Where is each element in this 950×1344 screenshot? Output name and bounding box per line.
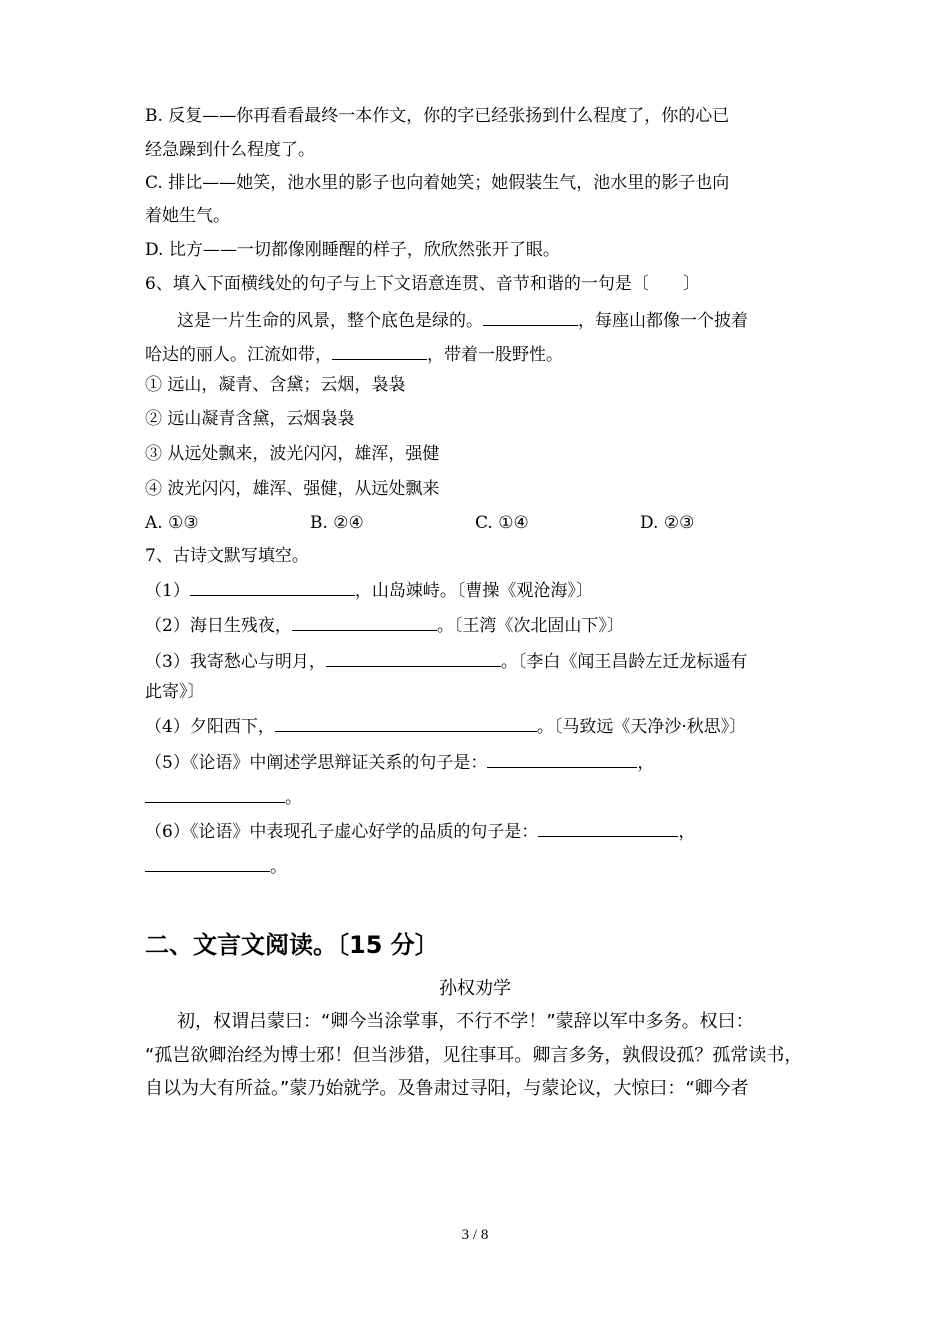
q7-sentence-3-cont: 此寄》〕: [145, 682, 205, 702]
q6-item-2: ② 远山凝青含黛，云烟袅袅: [145, 409, 355, 429]
q6-item-1: ① 远山，凝青、含黛；云烟，袅袅: [145, 375, 406, 395]
q6-blank-1[interactable]: [483, 307, 578, 326]
q7-sentence-5-cont: [145, 784, 302, 810]
passage-line2: “孤岂欲卿治经为博士邪！但当涉猎，见往事耳。卿言多务，孰假设孤？孤常读书，: [145, 1045, 803, 1066]
q7-s5-end: 。: [285, 788, 302, 808]
passage-title: 孙权劝学: [439, 978, 511, 999]
q6-choice-c[interactable]: C. ①④: [475, 513, 529, 533]
q7-blank-1[interactable]: [190, 577, 355, 596]
q7-sentence-6: [145, 818, 695, 844]
q7-sentence-6-cont: [145, 853, 287, 879]
q5-option-c-line1: C. 排比——她笑，池水里的影子也向着她笑；她假装生气，池水里的影子也向: [145, 173, 730, 193]
q6-item-4: ④ 波光闪闪，雄浑、强健，从远处飘来: [145, 479, 440, 499]
q7-s3-suffix: 。〔李白《闻王昌龄左迁龙标遥有: [500, 652, 748, 672]
q6-blank-2[interactable]: [332, 341, 427, 360]
q6-stem: 6、填入下面横线处的句子与上下文语意连贯、音节和谐的一句是〔 〕: [145, 274, 700, 294]
q5-option-c-line2: 着她生气。: [145, 206, 230, 226]
passage-line1: 初，权谓吕蒙曰：“卿今当涂掌事，不行不学！”蒙辞以军中多务。权曰：: [177, 1011, 754, 1032]
q6-passage-d: ，带着一股野性。: [427, 345, 563, 365]
q6-choice-a[interactable]: A. ①③: [145, 513, 199, 533]
q7-blank-3[interactable]: [326, 648, 501, 667]
q7-blank-6a[interactable]: [538, 818, 678, 837]
q7-sentence-1: [145, 577, 593, 603]
q7-blank-4[interactable]: [275, 713, 537, 732]
q7-s2-prefix: （2）海日生残夜，: [145, 616, 292, 636]
q7-s6-end: 。: [270, 857, 287, 877]
passage-line3: 自以为大有所益。”蒙乃始就学。及鲁肃过寻阳，与蒙论议，大惊曰：“卿今者: [145, 1078, 749, 1099]
q6-passage-c: 哈达的丽人。江流如带，: [145, 345, 332, 365]
q7-stem: 7、古诗文默写填空。: [145, 546, 309, 566]
q5-option-b-line1: B. 反复——你再看看最终一本作文，你的字已经张扬到什么程度了，你的心已: [145, 106, 730, 126]
q6-choice-b[interactable]: B. ②④: [310, 513, 364, 533]
q6-passage-line2: [145, 341, 563, 367]
q7-s4-prefix: （4）夕阳西下，: [145, 717, 275, 737]
q7-s5-comma: ，: [637, 753, 655, 773]
q7-blank-5a[interactable]: [487, 749, 637, 768]
q6-passage-line1: [177, 307, 748, 333]
q6-passage-b: ，每座山都像一个披着: [578, 311, 748, 331]
q6-choice-d[interactable]: D. ②③: [640, 513, 695, 533]
q6-passage-a: 这是一片生命的风景，整个底色是绿的。: [177, 311, 483, 331]
q7-s1-suffix: ，山岛竦峙。〔曹操《观沧海》〕: [354, 581, 593, 601]
section2-heading: 二、文言文阅读。〔15 分〕: [145, 931, 439, 959]
q7-s4-suffix: 。〔马致远《天净沙·秋思》〕: [536, 717, 747, 737]
q7-blank-6b[interactable]: [145, 853, 270, 872]
q7-blank-5b[interactable]: [145, 784, 285, 803]
q7-s1-prefix: （1）: [145, 581, 190, 601]
q7-s2-suffix: 。〔王湾《次北固山下》〕: [436, 616, 624, 636]
q6-item-3: ③ 从远处飘来，波光闪闪，雄浑，强健: [145, 444, 440, 464]
q7-s6-comma: ，: [678, 822, 696, 842]
q7-sentence-5: [145, 749, 654, 775]
q7-s3-prefix: （3）我寄愁心与明月，: [145, 652, 326, 672]
page-number: 3 / 8: [461, 1227, 489, 1243]
q7-s6-prefix: （6）《论语》中表现孔子虚心好学的品质的句子是：: [145, 822, 539, 842]
q7-s5-prefix: （5）《论语》中阐述学思辩证关系的句子是：: [145, 753, 488, 773]
q5-option-d: D. 比方——一切都像刚睡醒的样子，欣欣然张开了眼。: [145, 240, 560, 260]
q7-sentence-3: [145, 648, 747, 674]
q7-sentence-2: [145, 612, 624, 638]
q5-option-b-line2: 经急躁到什么程度了。: [145, 140, 315, 160]
q7-blank-2[interactable]: [292, 612, 437, 631]
q6-choices: [145, 511, 795, 535]
q7-sentence-4: [145, 713, 746, 739]
